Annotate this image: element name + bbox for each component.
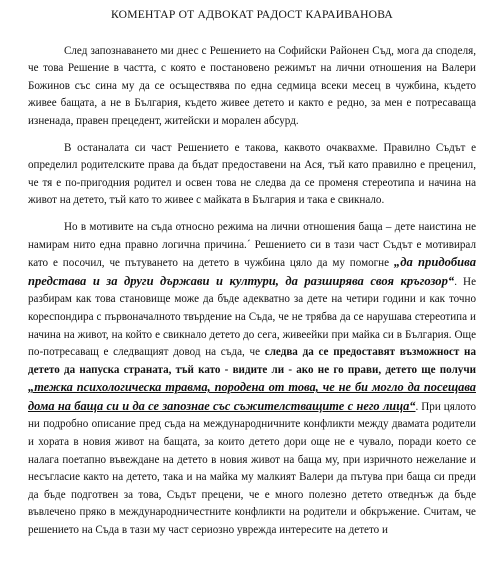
court-quote-trauma: „тежка психологическа травма, породена от това, че не би могло да посещава дома на баща си и да се запознае със съжителстващите с него лица“ [28, 380, 476, 413]
paragraph-1: След запознаването ми днес с Решението на Софийски Районен Съд, мога да споделя, че това Решение в частта, с която е постановено режимът на лични отношения на Валери Божинов със сина му да се осъществява по една седмица всеки месец в чужбина, където живее бащата, а не в България, където живее детето и както е редно, за мен е потресаваща изненада, правен прецедент, житейски и морален абсурд. [28, 44, 476, 127]
court-argument-bold: следва да се предоставят възможност на детето да напуска страната, тъй като - видите ли - ако не го прави, детето ще получи [28, 346, 476, 376]
paragraph-2: В останалата си част Решението е такова, каквото очаквахме. Правилно Съдът е определил родителските права да бъдат предоставени на Ася, тъй като правилно е преценил, че тя е по-пригодния родител и освен това не следва да се променя стереотипа и начина на живот на детето, тъй като то живее с майката в България и така е свикнало. [28, 141, 476, 207]
paragraph-3-text-3: . При цялото ни подробно описание пред съда на международничните конфликти между двамата родители и хората в новия живот на бащата, за които детето дори още не е чувало, поради което се налага поетапно въвеждане на детето в новия живот на баща му, при изричното нежелание и несъгласие както на детето, така и на майка му малкият Валери да пътува при баща си преди да бъде подготвен за това, Съдът прецени, че е много полезно детето отведнъж да бъде въвлечено пряко в международничестните конфликти на родители и обкръжение. Считам, че решението на Съда в тази му част сериозно уврежда интересите на детето и [28, 400, 477, 537]
paragraph-3-text-2: . Не разбирам как това становище може да бъде адекватно за дете на четири години и как точно кореспондира с първоначалното твърдение на Съда, че не трябва да се нарушава стереотипа и начина на живот, на който е свикнало детето до сега, живеейки при майка си в България. Още по-потресаващ е следващият довод на съда, че [28, 275, 476, 359]
court-quote-horizon: „да придобива представа и за други държави и култури, да разширява своя кръгозор“ [28, 255, 476, 288]
paragraph-3-text-1: Но в мотивите на съда относно режима на лични отношения баща – дете наистина не намирам нито една правно логична причина.´ Решението си в тази част Съдът е мотивирал като е посочил, че пътуването на детето в чужбина цяло да му помогне [28, 220, 476, 270]
document-title: КОМЕНТАР ОТ АДВОКАТ РАДОСТ КАРАИВАНОВА [111, 8, 393, 21]
paragraph-3 [28, 219, 476, 540]
